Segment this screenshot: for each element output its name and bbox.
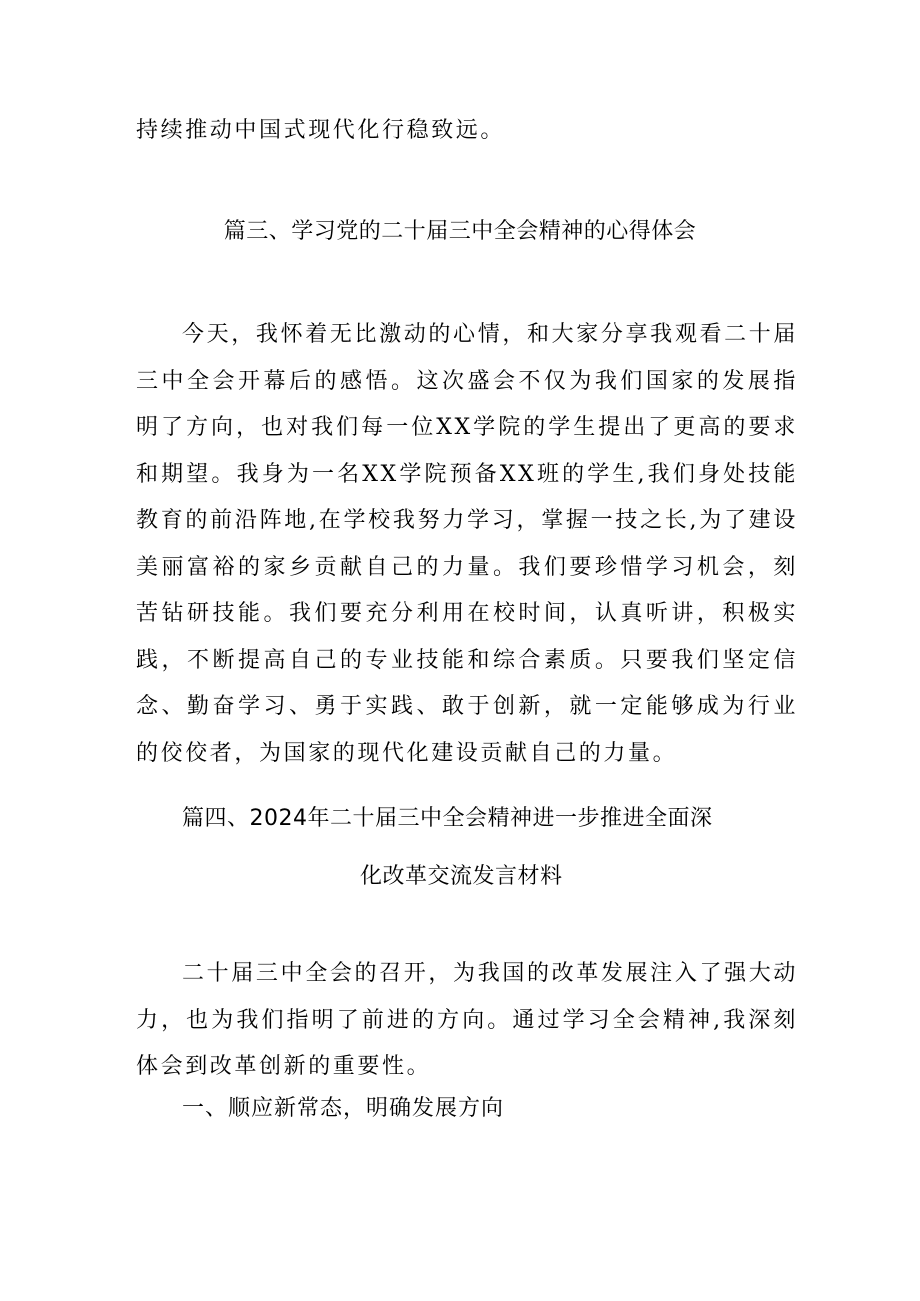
- section-4-subheading: 一、顺应新常态，明确发展方向: [182, 1096, 505, 1121]
- section-4-title-line-2: 化改革交流发言材料: [360, 864, 563, 889]
- section-4-title-line-1: 篇四、2024年二十届三中全会精神进一步推进全面深: [182, 806, 713, 831]
- section-3-paragraph: 今天，我怀着无比激动的心情，和大家分享我观看二十届三中全会开幕后的感悟。这次盛会不仅为我们国家的发展指明了方向，也对我们每一位XX学院的学生提出了更高的要求和期望。我身为一名XX学院预备XX班的学生,我们身处技能教育的前沿阵地,在学校我努力学习，掌握一技之长,为了建设美丽富裕的家乡贡献自己的力量。我们要珍惜学习机会，刻苦钻研技能。我们要充分利用在校时间，认真听讲，积极实践，不断提高自己的专业技能和综合素质。只要我们坚定信念、勤奋学习、勇于实践、敢于创新，就一定能够成为行业的佼佼者，为国家的现代化建设贡献自己的力量。: [136, 322, 798, 766]
- section-3-title: 篇三、学习党的二十届三中全会精神的心得体会: [223, 219, 697, 244]
- continuation-text: 持续推动中国式现代化行稳致远。: [136, 118, 506, 143]
- section-4-paragraph: 二十届三中全会的召开，为我国的改革发展注入了强大动力，也为我们指明了前进的方向。通过学习全会精神,我深刻体会到改革创新的重要性。: [136, 961, 798, 1079]
